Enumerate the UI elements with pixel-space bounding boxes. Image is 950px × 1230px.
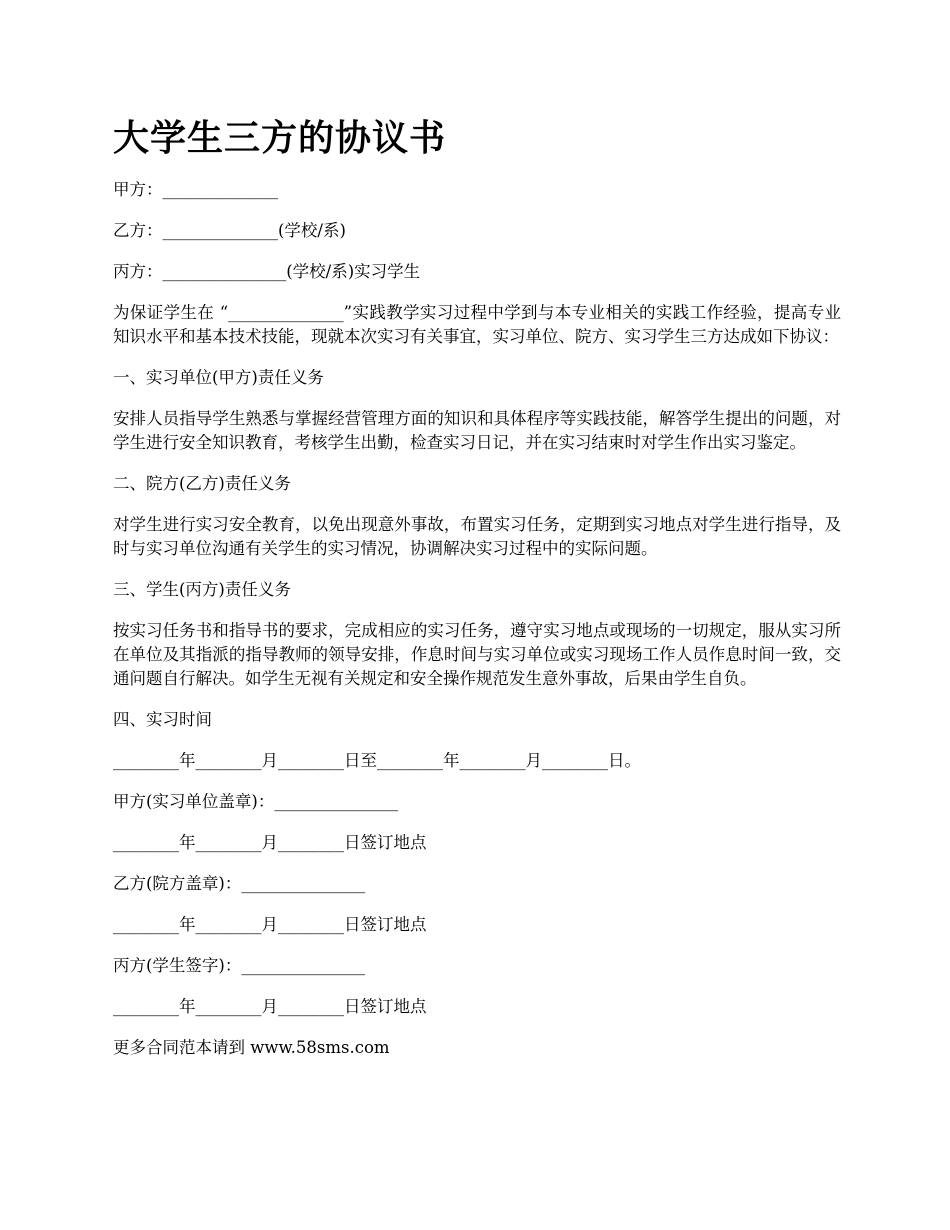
section-heading-party-b: 二、院方(乙方)责任义务 [113, 474, 291, 493]
document-title: 大学生三方的协议书 [113, 117, 447, 159]
party-c-signature-line: 丙方(学生签字)：_______________ [113, 956, 366, 975]
party-b-duties: 对学生进行实习安全教育，以免出现意外事故，布置实习任务，定期到实习地点对学生进行指导，及时与实习单位沟通有关学生的实习情况，协调解决实习过程中的实际问题。 [113, 515, 841, 558]
intro-paragraph: 为保证学生在 “______________”实践教学实习过程中学到与本专业相关的实践工作经验，提高专业知识水平和基本技术技能，现就本次实习有关事宜，实习单位、院方、实习学生三方达成如下协议： [113, 303, 841, 346]
section-heading-party-a: 一、实习单位(甲方)责任义务 [113, 368, 324, 387]
footer-note: 更多合同范本请到 www.58sms.com [113, 1038, 390, 1057]
party-a-line: 甲方：______________ [113, 180, 278, 199]
party-c-duties: 按实习任务书和指导书的要求，完成相应的实习任务，遵守实习地点或现场的一切规定，服从实习所在单位及其指派的指导教师的领导安排，作息时间与实习单位或实习现场工作人员作息时间一致，交通问题自行解决。如学生无视有关规定和安全操作规范发生意外事故，后果由学生自负。 [113, 621, 841, 688]
party-b-line: 乙方：______________(学校/系) [113, 221, 346, 240]
party-a-seal-line: 甲方(实习单位盖章)：_______________ [113, 792, 399, 811]
party-c-date-line: ________年________月________日签订地点 [113, 997, 427, 1016]
party-b-seal-line: 乙方(院方盖章)：_______________ [113, 874, 366, 893]
party-c-line: 丙方：_______________(学校/系)实习学生 [113, 262, 421, 281]
section-heading-party-c: 三、学生(丙方)责任义务 [113, 580, 291, 599]
party-a-date-line: ________年________月________日签订地点 [113, 833, 427, 852]
party-b-date-line: ________年________月________日签订地点 [113, 915, 427, 934]
document-page [113, 112, 841, 1077]
internship-period-line: ________年________月________日至________年________月________日。 [113, 751, 641, 770]
party-a-duties: 安排人员指导学生熟悉与掌握经营管理方面的知识和具体程序等实践技能，解答学生提出的问题，对学生进行安全知识教育，考核学生出勤，检查实习日记，并在实习结束时对学生作出实习鉴定。 [113, 409, 841, 452]
section-heading-period: 四、实习时间 [113, 710, 212, 729]
